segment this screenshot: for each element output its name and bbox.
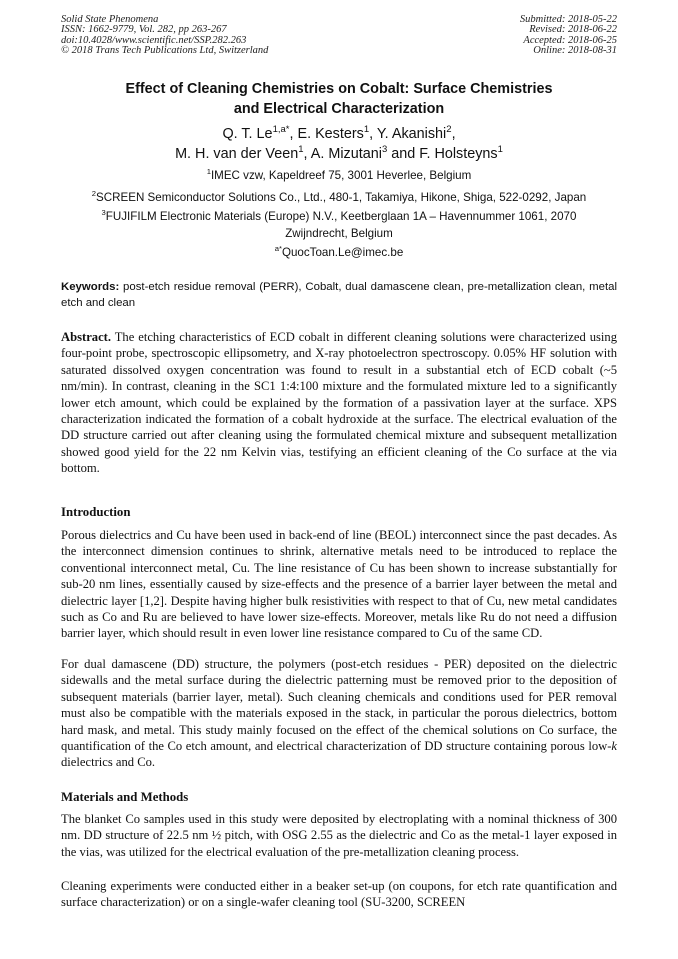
corresponding-email <box>61 245 617 261</box>
author-name: A. Mizutani <box>310 146 382 162</box>
title-line-2: and Electrical Characterization <box>233 101 445 117</box>
journal-doi: doi:10.4028/www.scientific.net/SSP.282.263 <box>61 34 247 46</box>
journal-info <box>61 15 268 56</box>
affiliation-sup: 3 <box>101 208 106 218</box>
intro-p2-italic-k: k <box>611 739 617 754</box>
date-accepted: Accepted: 2018-06-25 <box>523 34 617 46</box>
author-affil-sup: 3 <box>381 144 388 156</box>
authors-line-2: M. H. van der Veen$^1$, A. Mizutani$^3$ and F. Holsteyns$^1$ <box>175 144 503 162</box>
author-name: Q. T. Le <box>222 126 273 142</box>
author-name: Y. Akanishi <box>376 126 447 142</box>
affiliation-2 <box>61 190 617 207</box>
affiliation-text: IMEC vzw, Kapeldreef 75, 3001 Heverlee, Belgium <box>210 169 472 182</box>
email-sup: a* <box>274 244 282 254</box>
intro-p2-text: For dual damascene (DD) structure, the polymers (post-etch residues - PER) deposited on the dielectric sidewalls and the metal surface during the dielectric patterning must be removed prior to the deposition of subsequent materials (barrier layer, metal). Such cleaning chemicals and conditions used for PER removal must also be compatible with the materials exposed in the stack, in particular the porous dielectrics, bottom hard mask, and metal. This study mainly focused on the effect of the chemical solutions on Co surface, the quantification of the Co etch amount, and electrical characterization of DD structure containing porous low- <box>61 657 617 754</box>
keywords <box>61 280 617 311</box>
methods-heading: Materials and Methods <box>61 790 189 804</box>
introduction-heading: Introduction <box>61 505 131 519</box>
date-online: Online: 2018-08-31 <box>533 44 617 56</box>
date-submitted: Submitted: 2018-05-22 <box>519 14 617 25</box>
keywords-text: post-etch residue removal (PERR), Cobalt, dual damascene clean, pre-metallization clean, metal etch and clean <box>61 281 617 309</box>
affiliation-text: FUJIFILM Electronic Materials (Europe) N.V., Keetberglaan 1A – Havennummer 1061, 2070 Zwijndrecht, Belgium <box>105 210 577 240</box>
author-affil-sup: 2 <box>446 124 452 136</box>
authors-line-1: Q. T. $Le^{1,a*}$, E. Kesters$^1$, Y. Akanishi$^2$, <box>222 124 456 142</box>
introduction-paragraph-1: Porous dielectrics and Cu have been used in back-end of line (BEOL) interconnect since the past decades. As the interconnect dimension continues to shrink, alternative metals need to be introduced to replace the conventional interconnect metal, Cu. The line resistance of Cu has been shown to increase substantially for sub-20 nm lines, essentially caused by size-effects and the presence of a barrier layer between the metal and dielectric layer [1,2]. Despite having higher bulk resistivities with respect to that of Cu, new metal candidates such as Co and Ru are believed to have lower size-effects. Moreover, metals like Ru do not need a diffusion barrier layer, which should result in even lower line resistance compared to Cu of the same CD. <box>61 528 617 641</box>
intro-p2-tail: dielectrics and Co. <box>61 755 156 770</box>
affiliation-sup: 2 <box>91 189 97 199</box>
date-revised: Revised: 2018-06-22 <box>529 24 617 36</box>
author-affil-sup: 1 <box>363 124 370 136</box>
journal-name: Solid State Phenomena <box>61 14 159 25</box>
author-name: M. H. van der Veen <box>175 146 299 162</box>
methods-paragraph-2: Cleaning experiments were conducted either in a beaker set-up (on coupons, for etch rate quantification and surface characterization) or on a single-wafer cleaning tool (SU-3200, SCREEN <box>61 879 617 910</box>
affiliation-1 <box>61 168 617 185</box>
abstract-label: Abstract. <box>61 330 112 344</box>
author-affil-sup: 1 <box>497 144 503 156</box>
author-affil-sup: 1,a* <box>272 124 290 136</box>
abstract <box>61 329 617 477</box>
title-line-1: Effect of Cleaning Chemistries on Cobalt: Surface Chemistries <box>125 81 553 97</box>
author-list <box>61 124 617 164</box>
paper-title <box>61 79 617 119</box>
submission-dates <box>520 15 617 56</box>
email-address: QuocToan.Le@imec.be <box>281 246 404 259</box>
affiliation-sup: 1 <box>206 167 211 177</box>
author-name: F. Holsteyns <box>419 146 498 162</box>
methods-paragraph-1: The blanket Co samples used in this study were deposited by electroplating with a nominal thickness of 300 nm. DD structure of 22.5 nm ½ pitch, with OSG 2.55 as the dielectric and Co as the metal-1 layer exposed in the vias, was utilized for the electrical evaluation of the pre-metallization cleaning process. <box>61 812 617 859</box>
introduction-paragraph-2 <box>61 656 617 771</box>
journal-copyright: © 2018 Trans Tech Publications Ltd, Switzerland <box>61 44 269 56</box>
keywords-label: Keywords: <box>61 281 120 293</box>
affiliation-3 <box>61 209 617 242</box>
author-name: E. Kesters <box>297 126 364 142</box>
affiliation-text: SCREEN Semiconductor Solutions Co., Ltd., 480-1, Takamiya, Hikone, Shiga, 522-0292, Japan <box>96 191 587 204</box>
author-affil-sup: 1 <box>298 144 304 156</box>
journal-issn: ISSN: 1662-9779, Vol. 282, pp 263-267 <box>61 24 227 36</box>
abstract-text: The etching characteristics of ECD cobalt in different cleaning solutions were characterized using four-point probe, spectroscopic ellipsometry, and X-ray photoelectron spectroscopy. 0.05% HF solution with saturated dissolved oxygen concentration was found to result in a substantial etch of ECD cobalt (~5 nm/min). In contrast, cleaning in the SC1 1:4:100 mixture and the formulated mixture led to a significantly lower etch amount, which could be explained by the formation of a passivation layer at the surface. XPS characterization indicated the formation of a cobalt hydroxide at the surface. The electrical evaluation of the DD structure carried out after cleaning using the formulated chemical mixture and subsequent metallization showed good yield for the 22 nm Kelvin vias, testifying an efficient cleaning of the Co surface at the via bottom. <box>61 330 617 476</box>
